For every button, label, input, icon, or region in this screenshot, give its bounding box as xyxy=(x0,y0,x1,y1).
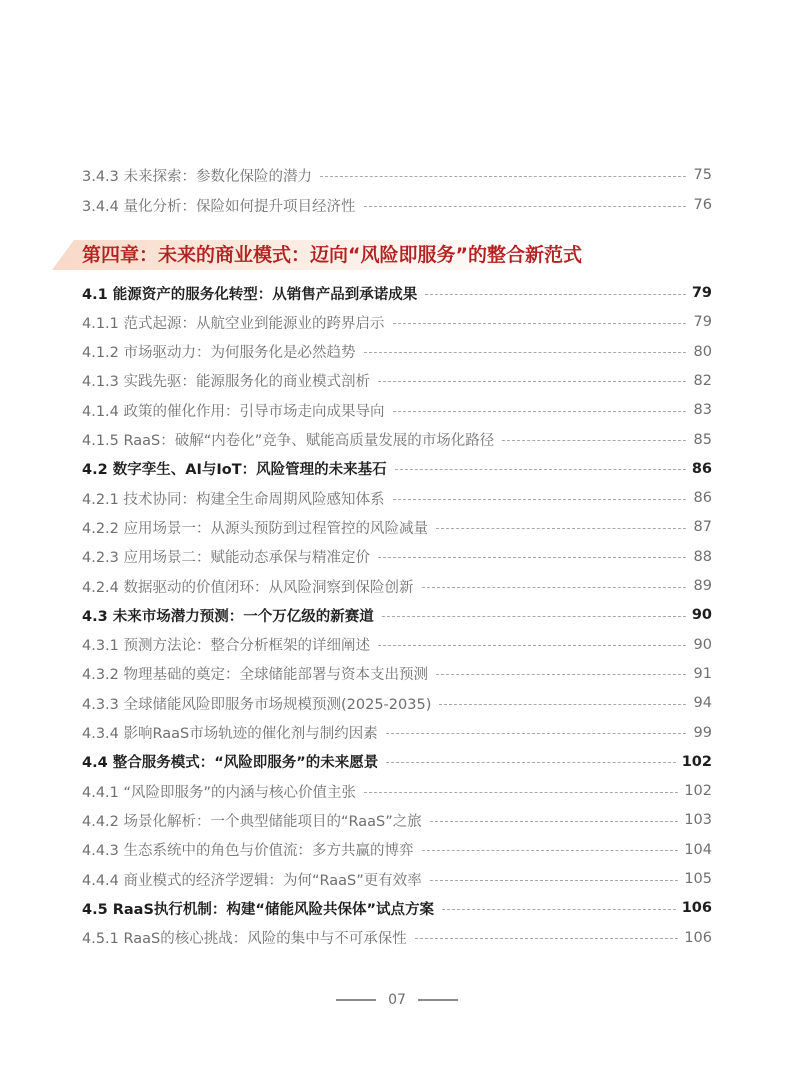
toc-dot-leader xyxy=(422,587,686,588)
toc-dot-leader xyxy=(422,850,679,851)
toc-dot-leader xyxy=(393,499,686,500)
toc-subsection-entry[interactable] xyxy=(82,688,712,718)
toc-dot-leader xyxy=(386,762,675,763)
toc-entry-title: 4.4 整合服务模式：“风险即服务”的未来愿景 xyxy=(82,755,379,772)
toc-entry-title: 4.2.2 应用场景一：从源头预防到过程管控的风险减量 xyxy=(82,520,429,537)
toc-subsection-entry[interactable] xyxy=(82,630,712,660)
toc-dot-leader xyxy=(364,792,678,793)
toc-entry-title: 3.4.3 未来探索：参数化保险的潜力 xyxy=(82,168,313,185)
toc-entry-title: 4.1.5 RaaS：破解“内卷化”竞争、赋能高质量发展的市场化路径 xyxy=(82,433,495,449)
toc-dot-leader xyxy=(436,528,686,529)
toc-dot-leader xyxy=(430,880,679,881)
toc-subsection-entry[interactable] xyxy=(82,366,712,396)
toc-entry-title: 4.5 RaaS执行机制：构建“储能风险共保体”试点方案 xyxy=(82,901,434,918)
toc-section-entry[interactable] xyxy=(82,747,712,777)
toc-entry-title: 4.3.2 物理基础的奠定：全球储能部署与资本支出预测 xyxy=(82,667,429,684)
toc-page-number: 99 xyxy=(693,724,712,741)
toc-page-number: 102 xyxy=(684,783,712,800)
toc-page-number: 85 xyxy=(693,431,712,448)
toc-dot-leader xyxy=(502,440,686,441)
toc-entry-title: 4.1.1 范式起源：从航空业到能源业的跨界启示 xyxy=(82,315,385,332)
toc-dot-leader xyxy=(430,821,679,822)
toc-page-number: 80 xyxy=(693,343,712,360)
page-footer xyxy=(0,988,794,1012)
toc-subsection-entry[interactable] xyxy=(82,776,712,806)
footer-right-rule xyxy=(418,999,458,1001)
toc-page-number: 83 xyxy=(693,402,712,419)
toc-dot-leader xyxy=(378,381,686,382)
toc-dot-leader xyxy=(393,411,686,412)
footer-left-rule xyxy=(336,999,376,1001)
toc-dot-leader xyxy=(320,176,686,177)
toc-dot-leader xyxy=(425,294,686,295)
toc-page-number: 94 xyxy=(693,695,712,712)
toc-entry-title: 4.1 能源资产的服务化转型：从销售产品到承诺成果 xyxy=(82,286,418,303)
toc-page-number: 88 xyxy=(693,548,712,565)
toc-subsection-entry[interactable] xyxy=(82,425,712,455)
toc-entry-title: 4.4.1 “风险即服务”的内涵与核心价值主张 xyxy=(82,784,357,801)
toc-entry-title: 4.3.1 预测方法论：整合分析框架的详细阐述 xyxy=(82,638,371,655)
toc-dot-leader xyxy=(378,645,686,646)
toc-dot-leader xyxy=(442,909,676,910)
toc-entry-title: 4.2.3 应用场景二：赋能动态承保与精准定价 xyxy=(82,550,371,567)
toc-dot-leader xyxy=(395,469,686,470)
toc-entry-title: 3.4.4 量化分析：保险如何提升项目经济性 xyxy=(82,198,356,215)
toc-page-number: 87 xyxy=(693,519,712,536)
toc-subsection-entry[interactable] xyxy=(82,160,712,190)
toc-entry-title: 4.1.2 市场驱动力：为何服务化是必然趋势 xyxy=(82,345,356,362)
toc-page-number: 106 xyxy=(684,929,712,946)
toc-page-number: 90 xyxy=(693,636,712,653)
toc-dot-leader xyxy=(436,674,686,675)
toc-subsection-entry[interactable] xyxy=(82,190,712,220)
toc-page-number: 89 xyxy=(693,578,712,594)
toc-section-entry[interactable] xyxy=(82,278,712,308)
toc-page-number: 102 xyxy=(681,753,712,770)
page-number: 07 xyxy=(388,992,406,1008)
toc-page-number: 90 xyxy=(691,607,712,624)
toc-page-number: 86 xyxy=(693,490,712,507)
toc-subsection-entry[interactable] xyxy=(82,718,712,748)
toc-subsection-entry[interactable] xyxy=(82,835,712,865)
toc-section-entry[interactable] xyxy=(82,454,712,484)
toc-entry-title: 4.2.1 技术协同：构建全生命周期风险感知体系 xyxy=(82,491,385,508)
toc-subsection-entry[interactable] xyxy=(82,395,712,425)
toc-subsection-entry[interactable] xyxy=(82,483,712,513)
toc-page-number: 106 xyxy=(681,900,712,917)
toc-entry-title: 4.2.4 数据驱动的价值闭环：从风险洞察到保险创新 xyxy=(82,579,414,596)
toc-page-number: 76 xyxy=(693,197,712,213)
toc-entry-title: 4.1.3 实践先驱：能源服务化的商业模式剖析 xyxy=(82,374,371,391)
toc-page-number: 75 xyxy=(693,167,712,183)
toc-entry-title: 4.3.3 全球储能风险即服务市场规模预测(2025-2035) xyxy=(82,696,432,713)
toc-section-entry[interactable] xyxy=(82,893,712,923)
toc-dot-leader xyxy=(364,206,686,207)
toc-subsection-entry[interactable] xyxy=(82,512,712,542)
toc-subsection-entry[interactable] xyxy=(82,923,712,953)
chapter-heading[interactable]: 第四章：未来的商业模式：迈向“风险即服务”的整合新范式 xyxy=(82,244,582,266)
toc-page-number: 103 xyxy=(684,812,712,829)
toc-dot-leader xyxy=(378,557,686,558)
toc-page-number: 105 xyxy=(684,871,712,887)
toc-subsection-entry[interactable] xyxy=(82,571,712,601)
toc-dot-leader xyxy=(393,323,686,324)
toc-entry-title: 4.5.1 RaaS的核心挑战：风险的集中与不可承保性 xyxy=(82,931,407,948)
toc-entry-title: 4.4.4 商业模式的经济学逻辑：为何“RaaS”更有效率 xyxy=(82,872,422,889)
toc-page-number: 86 xyxy=(691,460,712,477)
toc-dot-leader xyxy=(364,352,686,353)
toc-subsection-entry[interactable] xyxy=(82,337,712,367)
toc-subsection-entry[interactable] xyxy=(82,805,712,835)
toc-page-number: 79 xyxy=(693,314,712,331)
toc-page-number: 82 xyxy=(693,372,712,389)
toc-entry-title: 4.1.4 政策的催化作用：引导市场走向成果导向 xyxy=(82,403,385,420)
toc-entry-title: 4.3.4 影响RaaS市场轨迹的催化剂与制约因素 xyxy=(82,726,378,742)
toc-dot-leader xyxy=(415,938,679,939)
toc-page-number: 91 xyxy=(693,665,712,682)
toc-subsection-entry[interactable] xyxy=(82,659,712,689)
toc-section-entry[interactable] xyxy=(82,600,712,630)
toc-entry-title: 4.4.2 场景化解析：一个典型储能项目的“RaaS”之旅 xyxy=(82,813,422,830)
toc-entry-title: 4.3 未来市场潜力预测：一个万亿级的新赛道 xyxy=(82,608,374,625)
toc-page-number: 79 xyxy=(691,285,712,301)
toc-dot-leader xyxy=(439,704,686,705)
toc-subsection-entry[interactable] xyxy=(82,864,712,894)
toc-subsection-entry[interactable] xyxy=(82,542,712,572)
toc-entry-title: 4.4.3 生态系统中的角色与价值流：多方共赢的博弈 xyxy=(82,843,414,860)
toc-subsection-entry[interactable] xyxy=(82,307,712,337)
toc-dot-leader xyxy=(382,616,686,617)
toc-page-number: 104 xyxy=(684,841,712,858)
toc-entry-title: 4.2 数字孪生、AI与IoT：风险管理的未来基石 xyxy=(82,462,387,479)
toc-dot-leader xyxy=(386,733,686,734)
